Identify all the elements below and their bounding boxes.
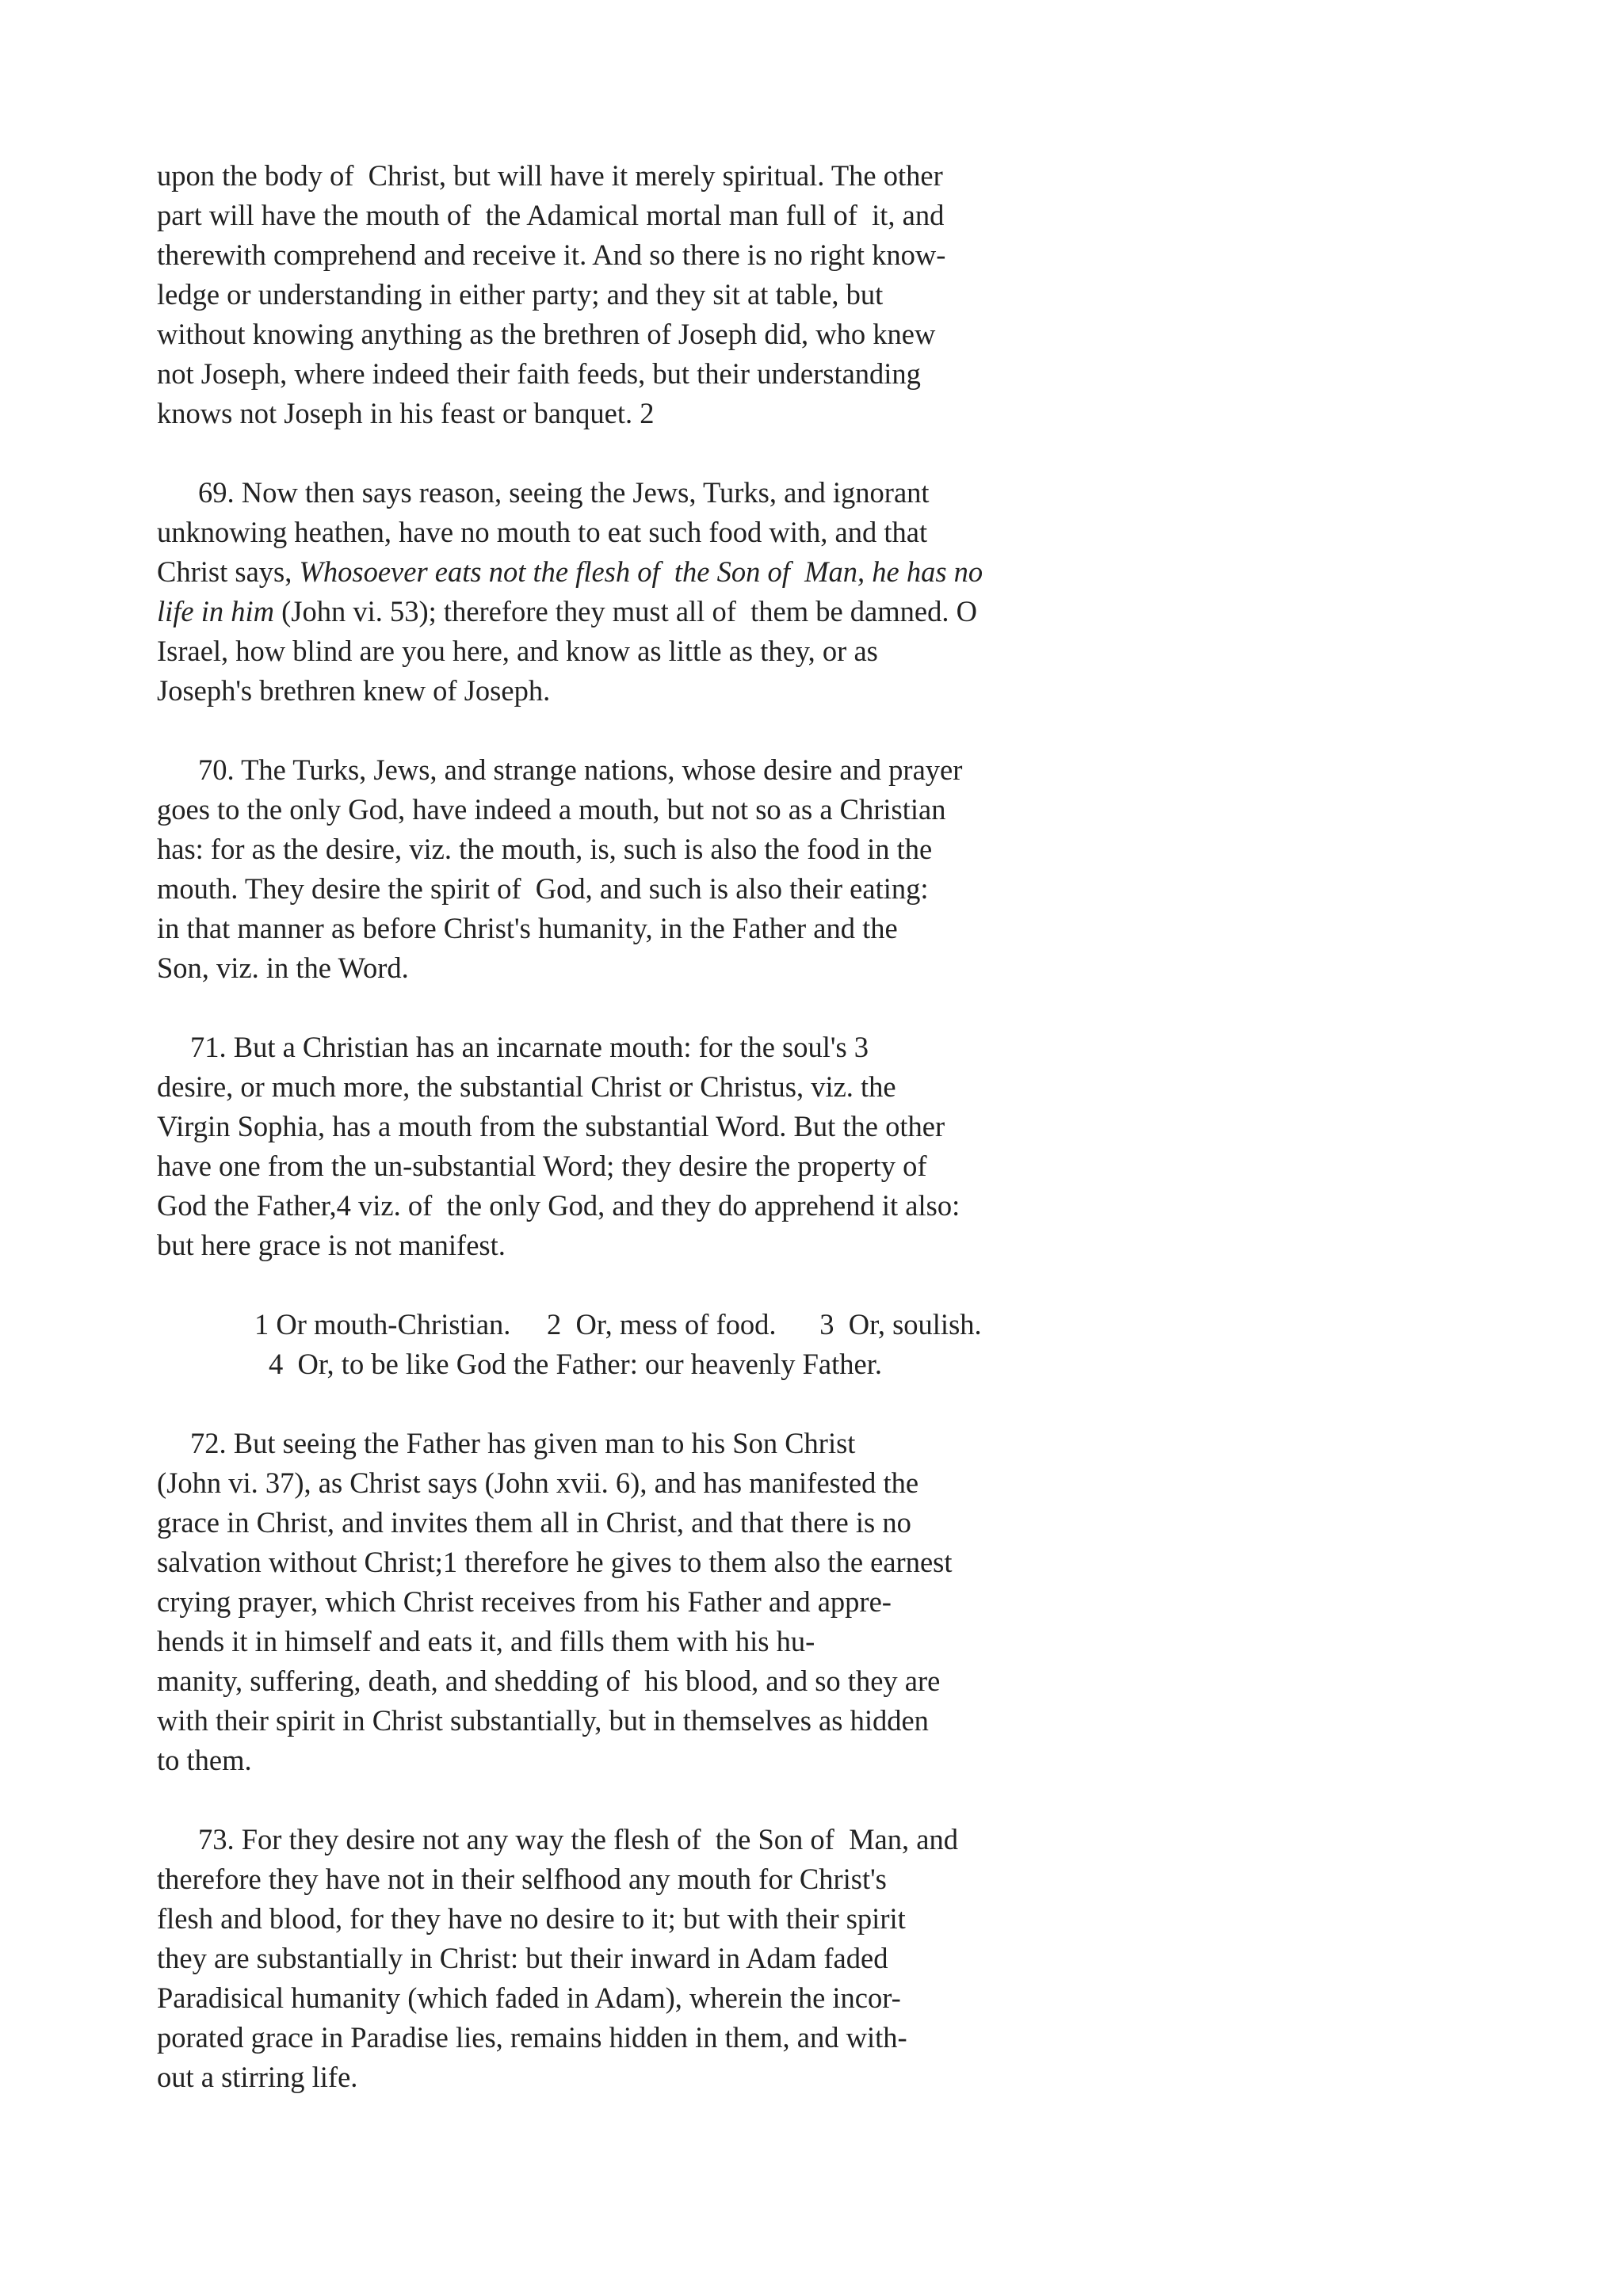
text-line: flesh and blood, for they have no desire to it; but with their spirit xyxy=(157,1902,906,1935)
text-line: have one from the un-substantial Word; they desire the property of xyxy=(157,1150,927,1182)
footnote-4: 4 Or, to be like God the Father: our heavenly Father. xyxy=(269,1348,882,1380)
text-line: mouth. They desire the spirit of God, and such is also their eating: xyxy=(157,872,929,905)
footnote-3: 3 Or, soulish. xyxy=(819,1308,982,1341)
text-line: goes to the only God, have indeed a mouth, but not so as a Christian xyxy=(157,793,946,826)
text-line: salvation without Christ;1 therefore he gives to them also the earnest xyxy=(157,1546,953,1578)
text-line: part will have the mouth of the Adamical mortal man full of it, and xyxy=(157,199,945,231)
text-line: manity, suffering, death, and shedding of his blood, and so they are xyxy=(157,1665,941,1697)
text-line: Paradisical humanity (which faded in Adam), wherein the incor- xyxy=(157,1981,901,2014)
text-line: but here grace is not manifest. xyxy=(157,1229,506,1261)
paragraph-71 xyxy=(157,1028,1187,1265)
text-line: Son, viz. in the Word. xyxy=(157,952,409,984)
text-line: Joseph's brethren knew of Joseph. xyxy=(157,674,551,707)
scripture-quote: Whosoever eats not the flesh of the Son of Man, he has no xyxy=(299,555,983,588)
text-line: in that manner as before Christ's humanity, in the Father and the xyxy=(157,912,898,944)
text-line: with their spirit in Christ substantially, but in themselves as hidden xyxy=(157,1704,929,1737)
paragraph-continuation xyxy=(157,156,1187,433)
text-line: to them. xyxy=(157,1744,252,1776)
text-line: 73. For they desire not any way the flesh of the Son of Man, and xyxy=(198,1823,958,1855)
text-line: Virgin Sophia, has a mouth from the substantial Word. But the other xyxy=(157,1110,945,1142)
footnote-2: 2 Or, mess of food. xyxy=(547,1308,777,1341)
footnote-1: 1 Or mouth-Christian. xyxy=(254,1308,511,1341)
text-line: (John vi. 37), as Christ says (John xvii. 6), and has manifested the xyxy=(157,1466,919,1499)
text-line: unknowing heathen, have no mouth to eat such food with, and that xyxy=(157,516,928,548)
text-line: hends it in himself and eats it, and fills them with his hu- xyxy=(157,1625,815,1657)
text-line: Israel, how blind are you here, and know as little as they, or as xyxy=(157,635,878,667)
text-line: grace in Christ, and invites them all in Christ, and that there is no xyxy=(157,1506,911,1539)
footnotes xyxy=(157,1305,1187,1384)
text-line: they are substantially in Christ: but their inward in Adam faded xyxy=(157,1942,888,1974)
text-line: not Joseph, where indeed their faith feeds, but their understanding xyxy=(157,357,921,390)
text-line: upon the body of Christ, but will have it merely spiritual. The other xyxy=(157,159,943,192)
text-line: porated grace in Paradise lies, remains hidden in them, and with- xyxy=(157,2021,907,2054)
document-page xyxy=(157,156,1187,2137)
text-line: desire, or much more, the substantial Christ or Christus, viz. the xyxy=(157,1070,896,1103)
text-segment: Christ says, xyxy=(157,555,300,588)
footnote-line xyxy=(254,1305,1187,1344)
paragraph-69 xyxy=(157,473,1187,711)
paragraph-70 xyxy=(157,750,1187,988)
paragraph-72 xyxy=(157,1424,1187,1780)
text-line: God the Father,4 viz. of the only God, and they do apprehend it also: xyxy=(157,1189,960,1222)
text-line: crying prayer, which Christ receives from his Father and appre- xyxy=(157,1585,892,1618)
text-line: therefore they have not in their selfhood any mouth for Christ's xyxy=(157,1863,887,1895)
text-line: therewith comprehend and receive it. And so there is no right know- xyxy=(157,238,946,271)
paragraph-73 xyxy=(157,1820,1187,2097)
scripture-quote: life in him xyxy=(157,595,275,627)
text-line: knows not Joseph in his feast or banquet. 2 xyxy=(157,397,655,429)
text-line: 71. But a Christian has an incarnate mouth: for the soul's 3 xyxy=(190,1031,869,1063)
text-line: ledge or understanding in either party; and they sit at table, but xyxy=(157,278,884,311)
text-line: has: for as the desire, viz. the mouth, is, such is also the food in the xyxy=(157,833,933,865)
text-line: 69. Now then says reason, seeing the Jews, Turks, and ignorant xyxy=(198,476,930,509)
text-line: 72. But seeing the Father has given man to his Son Christ xyxy=(190,1427,856,1459)
text-line xyxy=(157,592,1187,631)
text-line: 70. The Turks, Jews, and strange nations, whose desire and prayer xyxy=(198,753,963,786)
footnote-line xyxy=(254,1344,1187,1384)
text-line xyxy=(157,552,1187,592)
text-line: out a stirring life. xyxy=(157,2061,358,2093)
text-line: without knowing anything as the brethren of Joseph did, who knew xyxy=(157,318,936,350)
text-segment: (John vi. 53); therefore they must all of them be damned. O xyxy=(274,595,977,627)
